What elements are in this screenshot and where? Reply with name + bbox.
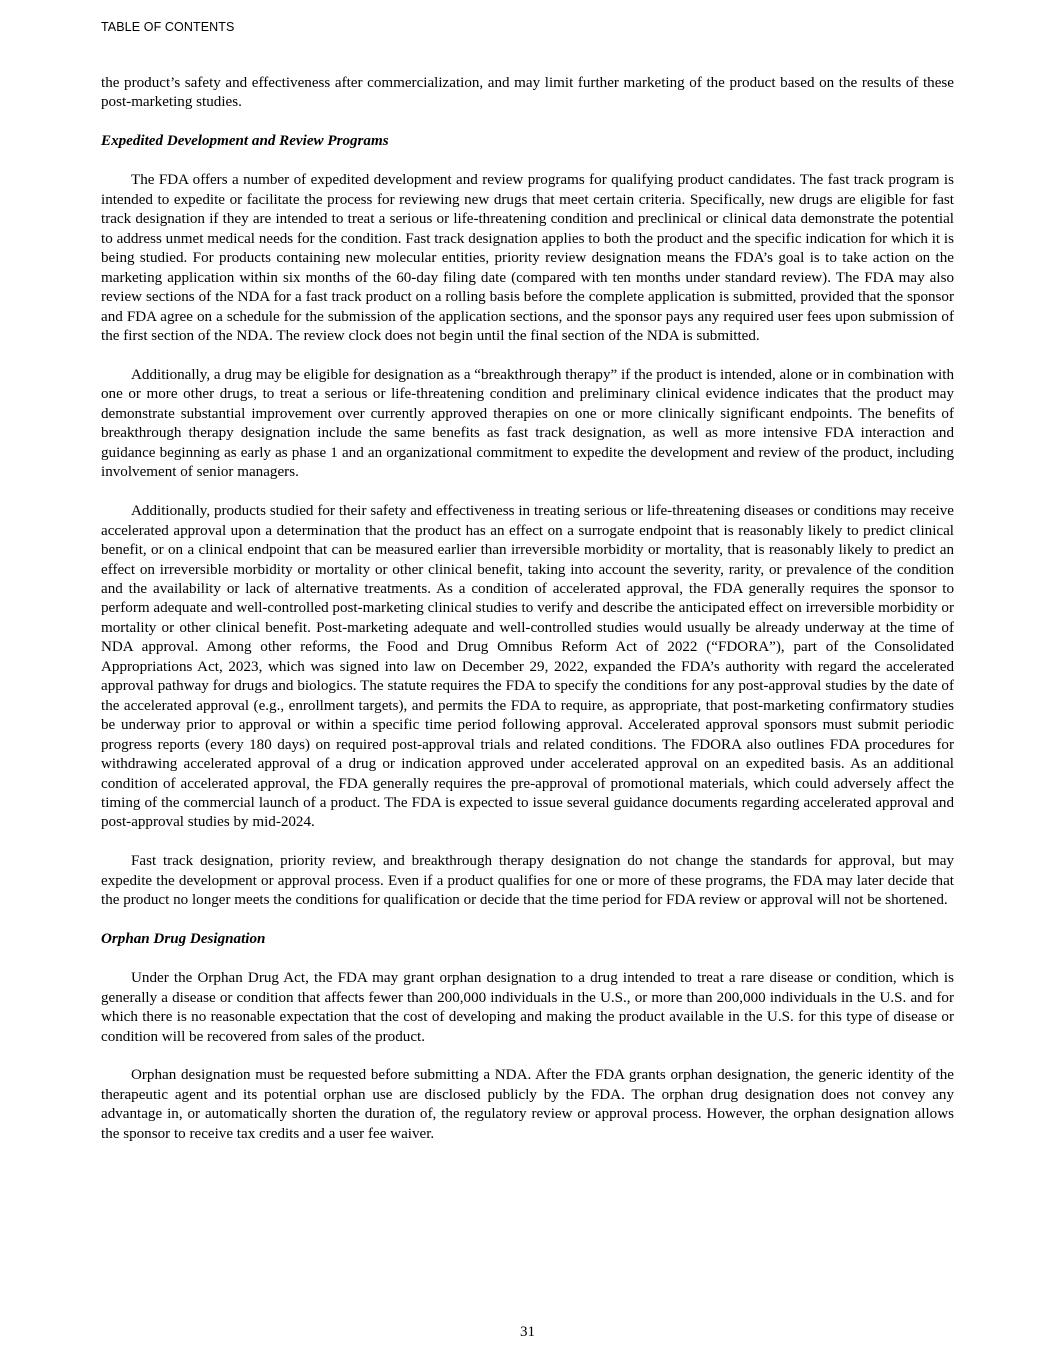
table-of-contents-link[interactable]: TABLE OF CONTENTS <box>101 20 235 34</box>
paragraph-accelerated-approval: Additionally, products studied for their safety and effectiveness in treating serious or life-threatening diseases or conditions may receive accelerated approval upon a determination that the product has an effect on a surrogate endpoint that is reasonably likely to predict clinical benefit, or on a clinical endpoint that can be measured earlier than irreversible morbidity or mortality, that is reasonably likely to predict an effect on irreversible morbidity or mortality or other clinical benefit, taking into account the severity, rarity, or prevalence of the condition and the availability or lack of alternative treatments. As a condition of accelerated approval, the FDA generally requires the sponsor to perform adequate and well-controlled post-marketing clinical studies to verify and describe the anticipated effect on irreversible morbidity or mortality or other clinical benefit. Post-marketing adequate and well-controlled studies would usually be already underway at the time of NDA approval. Among other reforms, the Food and Drug Omnibus Reform Act of 2022 (“FDORA”), part of the Consolidated Appropriations Act, 2023, which was signed into law on December 29, 2022, expanded the FDA’s authority with regard the accelerated approval pathway for drugs and biologics. The statute requires the FDA to specify the conditions for any post-approval studies by the date of the accelerated approval (e.g., enrollment targets), and permits the FDA to require, as appropriate, that post-marketing confirmatory studies be underway prior to approval or within a specific time period following approval. Accelerated approval sponsors must submit periodic progress reports (every 180 days) on required post-approval trials and related conditions. The FDORA also outlines FDA procedures for withdrawing accelerated approval of a drug or indication approved under accelerated approval on an expedited basis. As an additional condition of accelerated approval, the FDA generally requires the pre-approval of promotional materials, which could adversely affect the timing of the commercial launch of a product. The FDA is expected to issue several guidance documents regarding accelerated approval and post-approval studies by mid-2024. <box>101 503 954 831</box>
document-body <box>101 74 954 1164</box>
paragraph-orphan-drug-act: Under the Orphan Drug Act, the FDA may grant orphan designation to a drug intended to treat a rare disease or condition, which is generally a disease or condition that affects fewer than 200,000 individuals in the U.S., or more than 200,000 individuals in the U.S. and for which there is no reasonable expectation that the cost of developing and making the product available in the U.S. for this type of disease or condition will be recovered from sales of the product. <box>101 970 954 1045</box>
paragraph-orphan-designation: Orphan designation must be requested before submitting a NDA. After the FDA grants orphan designation, the generic identity of the therapeutic agent and its potential orphan use are disclosed publicly by the FDA. The orphan drug designation does not convey any advantage in, or automatically shorten the duration of, the regulatory review or approval process. However, the orphan designation allows the sponsor to receive tax credits and a user fee waiver. <box>101 1067 954 1142</box>
page-number: 31 <box>519 1324 536 1340</box>
paragraph-continuation: the product’s safety and effectiveness after commercialization, and may limit further marketing of the product based on the results of these post-marketing studies. <box>101 75 954 111</box>
paragraph-fast-track: The FDA offers a number of expedited development and review programs for qualifying product candidates. The fast track program is intended to expedite or facilitate the process for reviewing new drugs that meet certain criteria. Specifically, new drugs are eligible for fast track designation if they are intended to treat a serious or life-threatening condition and preclinical or clinical data demonstrate the potential to address unmet medical needs for the condition. Fast track designation applies to both the product and the specific indication for which it is being studied. For products containing new molecular entities, priority review designation means the FDA’s goal is to take action on the marketing application within six months of the 60-day filing date (compared with ten months under standard review). The FDA may also review sections of the NDA for a fast track product on a rolling basis before the complete application is submitted, provided that the sponsor and FDA agree on a schedule for the submission of the application sections, and the sponsor pays any required user fees upon submission of the first section of the NDA. The review clock does not begin until the final section of the NDA is submitted. <box>101 172 954 344</box>
paragraph-breakthrough-therapy: Additionally, a drug may be eligible for designation as a “breakthrough therapy” if the product is intended, alone or in combination with one or more other drugs, to treat a serious or life-threatening condition and preliminary clinical evidence indicates that the product may demonstrate substantial improvement over currently approved therapies on one or more clinically significant endpoints. The benefits of breakthrough therapy designation include the same benefits as fast track designation, as well as more intensive FDA interaction and guidance beginning as early as phase 1 and an organizational commitment to expedite the development and review of the product, including involvement of senior managers. <box>101 366 954 481</box>
section-heading-expedited-programs: Expedited Development and Review Programs <box>101 133 389 150</box>
section-heading-orphan-drug: Orphan Drug Designation <box>101 931 266 948</box>
paragraph-standards-note: Fast track designation, priority review, and breakthrough therapy designation do not change the standards for approval, but may expedite the development or approval process. Even if a product qualifies for one or more of these programs, the FDA may later decide that the product no longer meets the conditions for qualification or decide that the time period for FDA review or approval will not be shortened. <box>101 853 954 909</box>
